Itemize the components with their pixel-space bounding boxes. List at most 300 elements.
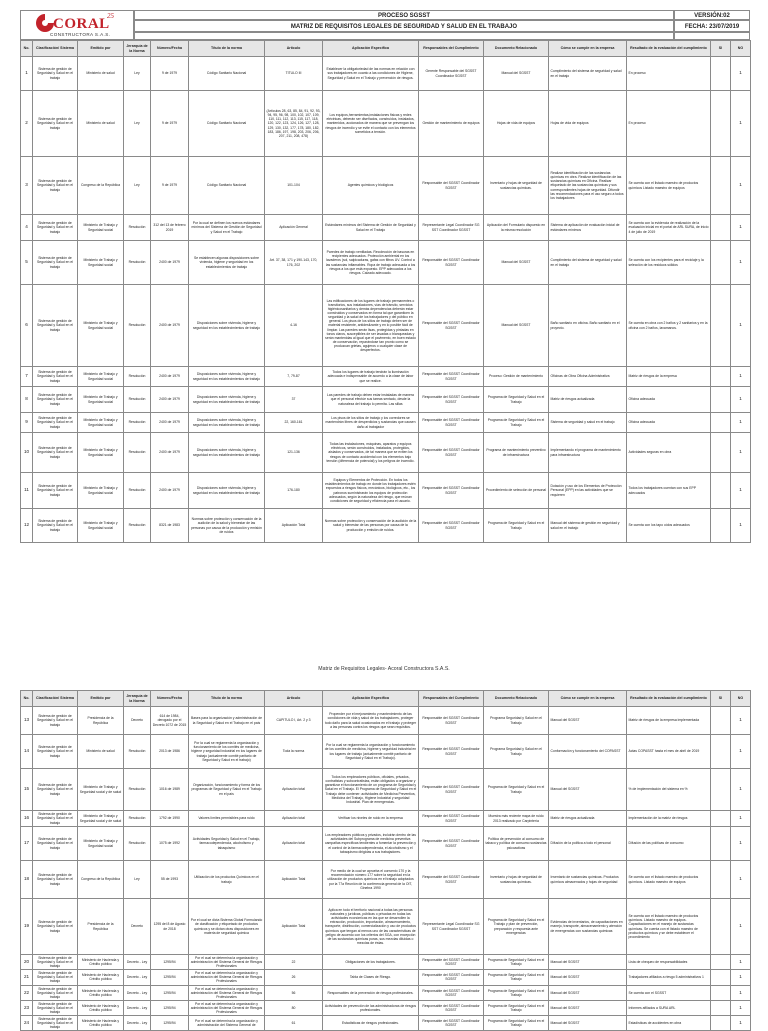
responsible-cell: Responsable del SGSST Coordinador SGSST <box>419 509 484 543</box>
table-row <box>21 1000 751 1015</box>
row-number: 7 <box>21 367 33 387</box>
col-issued-by: Emitido por <box>78 691 124 707</box>
hierarchy-cell: Resolución <box>124 509 151 543</box>
hierarchy-cell: Ley <box>124 157 151 215</box>
article-cell: (Artículos 28, 63, 85, 84, 91, 92, 93, 94, 95, 96, 98, 100, 102, 107, 109, 110, 111, 112, 113, 115, 117, 118, 120, 122, 123, 124, 126, 127, 128, 129, 130, 132, 177, 178, 180, 182, 183, 186, 197, 198, 203, 206, 206, 207, 211, 208, 478) <box>265 91 323 157</box>
header-spacer <box>134 32 674 40</box>
table-row <box>21 433 751 473</box>
how-cell: Baño sanitario en oficina. Baño sanitario en el proyecto. <box>549 285 627 367</box>
col-how: Cómo se cumple en la empresa <box>549 41 627 57</box>
result-cell: Actas COPASST hasta el mes de abril de 2019 <box>627 735 711 769</box>
document-cell: Programa de Seguridad y Salud en el Trabajo <box>484 769 549 811</box>
logo-subtitle: CONSTRUCTORA S.A.S. <box>50 32 111 37</box>
col-how: Cómo se cumple en la empresa <box>549 691 627 707</box>
si-cell <box>711 955 731 970</box>
col-article: Artículo <box>265 691 323 707</box>
table-row <box>21 285 751 367</box>
si-cell <box>711 413 731 433</box>
application-cell: Las edificaciones de los lugares de trabajo permanentes o transitorios, sus instalaciones, vías de tránsito, servicios higiénicosanitarios y demás dependencias deberán estar construidos y conservados en forma tal que garanticen la seguridad y la salud de los trabajadores y del público en general. Los pisos de los sitios de trabajo deben ser de material resistente, antideslizante y en lo posible fácil de limpiar. Las paredes serán lisas, protegidas y pintadas en tonos claros, susceptibles de ser lavadas o blanqueadas y serán mantenidas al igual que el pavimento, en buen estado de conservación, reparándose tan pronto como se produzcan grietas, agujeros o cualquier clase de desperfectos. <box>323 285 419 367</box>
col-no: No. <box>21 41 33 57</box>
how-cell: Hojas de vida de equipos <box>549 91 627 157</box>
document-cell: Aplicación del Formulario dispuesto en la misma resolución <box>484 215 549 241</box>
si-cell <box>711 285 731 367</box>
application-cell: Aplica en todo el territorio nacional a todas las personas naturales y jurídicas, públicas o privadas en todas las actividades económicas en las que se desarrollen la extracción, producción, importación, almacenamiento, transporte, distribución, comercialización y uso de productos químicos que tengan al menos uno de las características de peligro de acuerdo con los criterios del SGA, con excepción de las sustancias químicas puras, sus mezclas diluidas o mezclas de éstas. <box>323 899 419 955</box>
result-cell: Estadísticas de accidentes en obra <box>627 1016 711 1031</box>
how-cell: Manual del SGSST <box>549 970 627 985</box>
classification-cell: Sistema de gestión de Seguridad y Salud en el trabajo <box>33 285 78 367</box>
issuer-cell: Ministerio de Trabajo y Seguridad social <box>78 387 124 413</box>
result-cell: Se cuenta con el listado maestro de productos químicos. Listado maestro de equipos <box>627 861 711 899</box>
si-cell <box>711 827 731 861</box>
date-label: FECHA: 23/07/2019 <box>674 20 750 32</box>
col-si: SI <box>711 41 731 57</box>
col-responsible: Responsables del Cumplimiento <box>419 41 484 57</box>
result-cell: Todos los trabajadores cuentan con sus EPP adecuados <box>627 473 711 509</box>
document-cell: Programa de Seguridad y Salud en el Trabajo y plan de prevención, preparación y respuesta ante emergencias <box>484 899 549 955</box>
hierarchy-cell: Decreto <box>124 707 151 735</box>
issuer-cell: Ministerio de Trabajo y Seguridad social <box>78 413 124 433</box>
responsible-cell: Responsable del SGSST Coordinador SGSST <box>419 985 484 1000</box>
no-cell: 1 <box>731 387 751 413</box>
application-cell: Actividades de prevención de las administradoras de riesgos profesionales. <box>323 1000 419 1015</box>
norm-title-cell: Normas sobre protección y conservación de la audición de la salud y bienestar de las personas por causa de la producción y emisión de ruidos <box>189 509 265 543</box>
how-cell: Oficinas de Obra Oficina Administrativa <box>549 367 627 387</box>
result-cell: En proceso <box>627 57 711 91</box>
col-no-compliance: NO <box>731 41 751 57</box>
col-no: No. <box>21 691 33 707</box>
document-cell: Procedimiento de selección de personal <box>484 473 549 509</box>
hierarchy-cell: Resolución <box>124 811 151 827</box>
document-cell: Proceso: Gestión de mantenimiento <box>484 367 549 387</box>
no-cell: 1 <box>731 473 751 509</box>
issuer-cell: Presidencia de la República <box>78 899 124 955</box>
application-cell: Agentes químicos y biológicos <box>323 157 419 215</box>
result-cell: Se cuenta con los tapo oídos adecuados <box>627 509 711 543</box>
number-date-cell: 9 de 1979 <box>151 157 189 215</box>
row-number: 13 <box>21 707 33 735</box>
col-issued-by: Emitido por <box>78 41 124 57</box>
col-number-date: Número/Fecha <box>151 691 189 707</box>
norm-title-cell: Por la cual se definen los nuevos estándares mínimos del Sistema de Gestión de Seguridad y Salud en el Trabajo <box>189 215 265 241</box>
si-cell <box>711 899 731 955</box>
number-date-cell: 1295/94 <box>151 1000 189 1015</box>
article-cell: Aplicación total <box>265 769 323 811</box>
table-row <box>21 811 751 827</box>
row-number: 6 <box>21 285 33 367</box>
norm-title-cell: Disposiciones sobre vivienda, higiene y seguridad en los establecimientos de trabajo <box>189 413 265 433</box>
no-cell: 1 <box>731 509 751 543</box>
responsible-cell: Representante Legal Coordinador SG SST Coordinador SGSST <box>419 215 484 241</box>
table-row <box>21 241 751 285</box>
classification-cell: Sistema de gestión de Seguridad y Salud en el trabajo <box>33 707 78 735</box>
issuer-cell: Ministerio de Trabajo y Seguridad social <box>78 285 124 367</box>
si-cell <box>711 241 731 285</box>
how-cell: Evidencias de inventarios, de capacitaciones en manejo, transporte, almacenamiento y atención de emergencias con sustancias químicas <box>549 899 627 955</box>
norm-title-cell: Por el cual se determina la organización y administración del Sistema General de Riesgos Profesionales <box>189 1000 265 1015</box>
no-cell: 1 <box>731 433 751 473</box>
number-date-cell: 2400 de 1979 <box>151 413 189 433</box>
logo-anniversary-badge: 25 <box>107 12 114 20</box>
result-cell: Lista de chequeo de responsabilidades <box>627 955 711 970</box>
article-cell: Aplicación Total <box>265 509 323 543</box>
article-cell: 121-136 <box>265 433 323 473</box>
issuer-cell: Ministerio de Trabajo y Seguridad social <box>78 827 124 861</box>
norm-title-cell: Por el cual se determina la organización y administración del Sistema General de Riesgos Profesionales <box>189 970 265 985</box>
table-row <box>21 899 751 955</box>
row-number: 10 <box>21 433 33 473</box>
table-row <box>21 707 751 735</box>
si-cell <box>711 970 731 985</box>
result-cell: Matriz de riesgos de la empresa implementada <box>627 707 711 735</box>
document-cell: Programa de Seguridad y Salud en el Trabajo <box>484 1000 549 1015</box>
article-cell: Toda la norma <box>265 735 323 769</box>
no-cell: 1 <box>731 827 751 861</box>
number-date-cell: 2400 de 1979 <box>151 241 189 285</box>
article-cell: 4-16 <box>265 285 323 367</box>
document-cell: Muestra más reciente mapa de ruido 2013 realizado por Carpintería <box>484 811 549 827</box>
row-number: 5 <box>21 241 33 285</box>
col-application: Aplicación Específica <box>323 691 419 707</box>
norm-title-cell: Por el cual se determina la organización y administración del Sistema General de <box>189 1016 265 1031</box>
no-cell: 1 <box>731 241 751 285</box>
classification-cell: Sistema de gestión de Seguridad y Salud en el trabajo <box>33 899 78 955</box>
document-cell: Manual del SGSST <box>484 241 549 285</box>
result-cell: Actividades seguras en obra <box>627 433 711 473</box>
table-row <box>21 157 751 215</box>
article-cell: Aplicación General <box>265 215 323 241</box>
row-number: 20 <box>21 955 33 970</box>
si-cell <box>711 769 731 811</box>
table-row <box>21 413 751 433</box>
hierarchy-cell: Resolución <box>124 285 151 367</box>
classification-cell: Sistema de gestión de Seguridad y Salud en el trabajo <box>33 367 78 387</box>
how-cell: Dotación y uso de los Elementos de Protección Personal (EPP) en las actividades que se requieren <box>549 473 627 509</box>
result-cell: En proceso <box>627 91 711 157</box>
application-cell: Equipos y Elementos de Protección. En todos los establecimientos de trabajo en donde los trabajadores estén expuestos a riesgos físicos, mecánicos, biológicos, etc., los patronos suministrarán los equipos de protección adecuados, según la naturaleza del riesgo, que reúnan condiciones de seguridad y eficiencia para el usuario. <box>323 473 419 509</box>
table-row <box>21 827 751 861</box>
number-date-cell: 2013 de 1986 <box>151 735 189 769</box>
number-date-cell: 1792 de 1990 <box>151 811 189 827</box>
hierarchy-cell: Resolución <box>124 215 151 241</box>
how-cell: Difusión de la política a todo el personal <box>549 827 627 861</box>
no-cell: 1 <box>731 367 751 387</box>
application-cell: Los empleadores públicos y privados, incluirán dentro de las actividades del Subprograma de medicina preventiva campañas específicas tendientes a fomentar la prevención y el control de la farmacodependencia, el alcoholismo y el tabaquismo dirigidas a sus trabajadores. <box>323 827 419 861</box>
norm-title-cell: Por la cual se reglamenta la organización y funcionamiento de los comités de medicina, higiene y seguridad industrial en los lugares de trabajo (actualmente comité paritario de Seguridad y Salud en el trabajo) <box>189 735 265 769</box>
application-cell: Todos los lugares de trabajo tendrán la iluminación adecuada e indispensable de acuerdo a la clase de labor que se realice. <box>323 367 419 387</box>
issuer-cell: Ministerio de salud <box>78 735 124 769</box>
hierarchy-cell: Resolución <box>124 413 151 433</box>
col-title: Título de la norma <box>189 41 265 57</box>
article-cell: Aplicación Total <box>265 861 323 899</box>
responsible-cell: Responsable del SGSST Coordinador SGSST <box>419 413 484 433</box>
coral-logo-icon <box>35 14 55 32</box>
row-number: 24 <box>21 1016 33 1031</box>
hierarchy-cell: Ley <box>124 91 151 157</box>
document-cell: Programa de mantenimiento preventivo de infraestructura <box>484 433 549 473</box>
number-date-cell: 1295 del 8 de Agosto de 2018 <box>151 899 189 955</box>
table-row <box>21 367 751 387</box>
table-row <box>21 387 751 413</box>
result-cell: Se cuenta con el listado maestro de productos químicos. Listado maestro de equipos. Capacitaciones en el manejo de sustancias químicas. Se cuenta con el listado maestro de productos químicos y se debe establecer el procedimiento <box>627 899 711 955</box>
article-cell: 101-104 <box>265 157 323 215</box>
application-cell: Establecer la obligatoriedad de las normas en relación con sus trabajadores en cuanto a las condiciones de Higiene, Seguridad y Salud en el Trabajo y prevención de riesgos. <box>323 57 419 91</box>
document-cell: Programa Seguridad y Salud en el Trabajo <box>484 735 549 769</box>
article-cell: 22 <box>265 955 323 970</box>
si-cell <box>711 1000 731 1015</box>
number-date-cell: 2400 de 1979 <box>151 473 189 509</box>
hierarchy-cell: Ley <box>124 57 151 91</box>
row-number: 1 <box>21 57 33 91</box>
si-cell <box>711 387 731 413</box>
application-cell: Estándares mínimos del Sistema de Gestión de Seguridad y Salud en el Trabajo <box>323 215 419 241</box>
hierarchy-cell: Resolución <box>124 827 151 861</box>
number-date-cell: 55 de 1993 <box>151 861 189 899</box>
responsible-cell: Responsable del SGSST Coordinador SGSST <box>419 970 484 985</box>
issuer-cell: Ministerio de Trabajo y Seguridad social <box>78 433 124 473</box>
article-cell: 176-180 <box>265 473 323 509</box>
row-number: 17 <box>21 827 33 861</box>
col-si: SI <box>711 691 731 707</box>
si-cell <box>711 215 731 241</box>
header-spacer-right <box>674 32 750 40</box>
article-cell: Aplicación Total <box>265 899 323 955</box>
no-cell: 1 <box>731 899 751 955</box>
classification-cell: Sistema de gestión de Seguridad y Salud en el trabajo <box>33 433 78 473</box>
responsible-cell: Responsable del SGSST Coordinador SGSST <box>419 1016 484 1031</box>
number-date-cell: 1295/94 <box>151 1016 189 1031</box>
document-cell: Programa de Seguridad y Salud en el Trabajo <box>484 1016 549 1031</box>
classification-cell: Sistema de gestión de Seguridad y Salud en el trabajo <box>33 57 78 91</box>
result-cell: Se cuenta con el listado maestro de productos químicos Listado maestro de equipos <box>627 157 711 215</box>
issuer-cell: Ministerio de Trabajo y Seguridad social y de salud <box>78 811 124 827</box>
issuer-cell: Ministerio de Trabajo y Seguridad social <box>78 473 124 509</box>
application-cell: Las paredes de trabajo deben estar instaladas de manera que el personal efectúe sus tareas sentado, desde la naturaleza del trabajo lo permita. Las sillas <box>323 387 419 413</box>
norm-title-cell: Disposiciones sobre vivienda, higiene y seguridad en los establecimientos de trabajo <box>189 473 265 509</box>
responsible-cell: Responsable del SGSST Coordinador SGSST <box>419 473 484 509</box>
document-cell: Programa de Seguridad y Salud en el Trabajo <box>484 970 549 985</box>
no-cell: 1 <box>731 707 751 735</box>
number-date-cell: 1295/94 <box>151 985 189 1000</box>
si-cell <box>711 985 731 1000</box>
col-hierarchy: Jerarquía de la Norma <box>124 691 151 707</box>
issuer-cell: Ministerio de salud <box>78 57 124 91</box>
issuer-cell: Ministerio de Hacienda y Crédito público <box>78 1000 124 1015</box>
responsible-cell: Responsable del SGSST Coordinador SGSST <box>419 827 484 861</box>
row-number: 9 <box>21 413 33 433</box>
row-number: 12 <box>21 509 33 543</box>
requirements-table <box>20 690 751 1031</box>
norm-title-cell: Disposiciones sobre vivienda, higiene y seguridad en los establecimientos de trabajo <box>189 367 265 387</box>
how-cell: Manual del SGSST <box>549 955 627 970</box>
norm-title-cell: Por el cual se determina la organización y administración del Sistema General de Riesgos Profesionales <box>189 985 265 1000</box>
hierarchy-cell: Resolución <box>124 241 151 285</box>
table-row <box>21 861 751 899</box>
row-number: 18 <box>21 861 33 899</box>
col-application: Aplicación Específica <box>323 41 419 57</box>
result-cell: Se cuenta en obra con 2 baños y 2 sanitarios y en la oficina con 2 baños, lavamanos. <box>627 285 711 367</box>
table-row <box>21 955 751 970</box>
responsible-cell: Responsable del SGSST Coordinador SGSST <box>419 707 484 735</box>
si-cell <box>711 811 731 827</box>
classification-cell: Sistema de gestión de Seguridad y Salud en el trabajo <box>33 811 78 827</box>
article-cell: 22, 160-161 <box>265 413 323 433</box>
document-cell: Programa de Seguridad y Salud en el Trabajo <box>484 413 549 433</box>
classification-cell: Sistema de gestión de Seguridad y Salud en el trabajo <box>33 473 78 509</box>
number-date-cell: 2400 de 1979 <box>151 387 189 413</box>
table-row <box>21 1016 751 1031</box>
how-cell: Manual del SGSST <box>549 1016 627 1031</box>
issuer-cell: Ministerio de Hacienda y Crédito público <box>78 985 124 1000</box>
row-number: 4 <box>21 215 33 241</box>
number-date-cell: 9 de 1979 <box>151 91 189 157</box>
table-row <box>21 215 751 241</box>
number-date-cell: 614 de 1984, derogado por el Decreto 1072 de 2015 <box>151 707 189 735</box>
norm-title-cell: Código Sanitario Nacional <box>189 57 265 91</box>
issuer-cell: Ministerio de Hacienda y Crédito público <box>78 955 124 970</box>
application-cell: Paredes de trabajo ventiladas. Recolección de basuras en recipientes adecuados. Protección ambiental en los lavaderos (sol, salpicaduras, gafas con filtros UV. Control a las sustancias inflamables. Ropa de trabajo adecuada a los riesgos a los que está expuesto. EPP adecuados a los riesgos. Calzado adecuado. <box>323 241 419 285</box>
col-result: Resultado de la evaluación del cumplimiento <box>627 691 711 707</box>
application-cell: Los equipos,herramientas,instalaciones fisicas y redes eléctricas, deberán ser diseñados, construidos, instalados, mantenidos, accionados de manera que se prevengan los riesgos de incendio y se evite el contacto con los elementos sometidos a tensión. <box>323 91 419 157</box>
classification-cell: Sistema de gestión de Seguridad y Salud en el trabajo <box>33 1000 78 1015</box>
si-cell <box>711 735 731 769</box>
no-cell: 1 <box>731 215 751 241</box>
row-number: 16 <box>21 811 33 827</box>
col-document: Documento Relacionado <box>484 41 549 57</box>
no-cell: 1 <box>731 1000 751 1015</box>
how-cell: Sistema de aplicación de evaluación inicial de estándares mínimos <box>549 215 627 241</box>
row-number: 11 <box>21 473 33 509</box>
row-number: 23 <box>21 1000 33 1015</box>
no-cell: 1 <box>731 811 751 827</box>
no-cell: 1 <box>731 970 751 985</box>
result-cell: Se cuenta con los recipientes para el reciclaje y la selección de los residuos sólidos <box>627 241 711 285</box>
document-cell: Inventario y hojas de seguridad de sustancias químicas. <box>484 861 549 899</box>
application-cell: Los pisos de los sitios de trabajo y los corredores se mantendrán libres de desperdicios y sustancias que causen daño al trabajador <box>323 413 419 433</box>
issuer-cell: Presidencia de la República <box>78 707 124 735</box>
no-cell: 1 <box>731 285 751 367</box>
classification-cell: Sistema de gestión de Seguridad y Salud en el trabajo <box>33 157 78 215</box>
how-cell: Manual del SGSST <box>549 985 627 1000</box>
col-classification: Clasificación/ Sistema <box>33 691 78 707</box>
si-cell <box>711 1016 731 1031</box>
application-cell: Todos los empleadores públicos, oficiales, privados, contratistas y subcontratistas, están obligados a organizar y garantizar el funcionamiento de un programa de Seguridad y Salud en el Trabajo. El Programa de Seguridad y Salud en el Trabajo debe contener: actividades de Medicina Preventiva, Medicina del Trabajo, Higiene Industrial y seguridad Industrial. Plan de emergencias. <box>323 769 419 811</box>
no-cell: 1 <box>731 157 751 215</box>
requirements-table-page-2 <box>20 690 750 1031</box>
result-cell: Informes afiliados a SURA ARL <box>627 1000 711 1015</box>
col-article: Artículo <box>265 41 323 57</box>
document-cell: Programa de Seguridad y Salud en el Trabajo <box>484 985 549 1000</box>
issuer-cell: Ministerio de Trabajo y Seguridad social <box>78 509 124 543</box>
article-cell: 61 <box>265 1016 323 1031</box>
number-date-cell: 1295/94 <box>151 955 189 970</box>
responsible-cell: Responsable del SGSST Coordinador SGSST <box>419 1000 484 1015</box>
document-cell: Manual del SGSST <box>484 57 549 91</box>
norm-title-cell: Código Sanitario Nacional <box>189 91 265 157</box>
result-cell: Matriz de riesgos de la empresa <box>627 367 711 387</box>
norm-title-cell: Se establecen algunas disposiciones sobre vivienda, higiene y seguridad en los establecimientos de trabajo <box>189 241 265 285</box>
responsible-cell: Gestión de mantenimiento de equipos <box>419 91 484 157</box>
hierarchy-cell: Ley <box>124 861 151 899</box>
column-header-row <box>21 41 751 57</box>
responsible-cell: Responsable del SGSST Coordinador SGSST <box>419 735 484 769</box>
col-classification: Clasificación/ Sistema <box>33 41 78 57</box>
norm-title-cell: Código Sanitario Nacional <box>189 157 265 215</box>
no-cell: 1 <box>731 57 751 91</box>
application-cell: Todas las instalaciones, máquinas, aparatos y equipos eléctricos, serán construidos, instalados, protegidos, aislados y conservados, de tal manera que se eviten los riesgos de contacto accidental con los elementos bajo tensión (diferencia de potencial) y los peligros de incendio. <box>323 433 419 473</box>
how-cell: Cumplimiento del sistema de seguridad y salud en el trabajo <box>549 241 627 285</box>
document-title: MATRIZ DE REQUISITOS LEGALES DE SEGURIDAD Y SALUD EN EL TRABAJO <box>134 20 674 32</box>
application-cell: Obligaciones de los trabajadores. <box>323 955 419 970</box>
si-cell <box>711 707 731 735</box>
responsible-cell: Responsable del SGSST Coordinador SGSST <box>419 387 484 413</box>
hierarchy-cell: Resolución <box>124 473 151 509</box>
how-cell: Realizar identificación de las sustancias químicas en obra. Realizar identificación de las sustancias químicas en Oficina. Realizar etiquetado de las sustancias químicas y sus correspondientes hojas de seguridad. Difundir las recomendaciones para el uso seguro a todos los trabajadores <box>549 157 627 215</box>
document-cell: Programa de Seguridad y Salud en el Trabajo <box>484 387 549 413</box>
article-cell: 26 <box>265 970 323 985</box>
classification-cell: Sistema de gestión de Seguridad y Salud en el trabajo <box>33 509 78 543</box>
result-cell: Difusión de las políticas de consumo <box>627 827 711 861</box>
norm-title-cell: Disposiciones sobre vivienda, higiene y seguridad en los establecimientos de trabajo <box>189 285 265 367</box>
responsible-cell: Responsable del SGSST Coordinador SGSST <box>419 157 484 215</box>
application-cell: Por medio de la cual se aprueba el convenio 170 y la recomendación número 177 sobre la seguridad en la utilización de productos químicos en el trabajo adoptados por la 77a Reunión de la conferencia general de la OIT, Ginebra 1990 <box>323 861 419 899</box>
responsible-cell: Responsable del SGSST Coordinador SGSST <box>419 955 484 970</box>
classification-cell: Sistema de gestión de Seguridad y Salud en el trabajo <box>33 735 78 769</box>
column-header-row <box>21 691 751 707</box>
no-cell: 1 <box>731 735 751 769</box>
si-cell <box>711 367 731 387</box>
number-date-cell: 2400 de 1979 <box>151 367 189 387</box>
row-number: 2 <box>21 91 33 157</box>
responsible-cell: Responsable del SGSST Coordinador SGSST <box>419 433 484 473</box>
classification-cell: Sistema de gestión de Seguridad y Salud en el trabajo <box>33 91 78 157</box>
responsible-cell: Responsable del SGSST Coordinador SGSST <box>419 285 484 367</box>
norm-title-cell: Actividades Seguridad y Salud en el Trabajo, farmacodependencia, alcoholismo y tabaquismo <box>189 827 265 861</box>
responsible-cell: Gerente Responsable del SGSST Coordinador SGSST <box>419 57 484 91</box>
result-cell: Se cuenta con la evidencia de realización de la evaluación inicial en el portal de ARL SURA, de inicio 4 de julio de 2019 <box>627 215 711 241</box>
responsible-cell: Responsable del SGSST Coordinador SGSST <box>419 811 484 827</box>
issuer-cell: Ministerio de Trabajo y Seguridad social <box>78 241 124 285</box>
responsible-cell: Responsable del SGSST Coordinador SGSST <box>419 861 484 899</box>
issuer-cell: Ministerio de Trabajo y Seguridad social y de salud <box>78 769 124 811</box>
result-cell: Trabajadores afiliados a riesgo 5 administrativos 1 <box>627 970 711 985</box>
col-responsible: Responsables del Cumplimiento <box>419 691 484 707</box>
issuer-cell: Congreso de la República <box>78 157 124 215</box>
table-row <box>21 970 751 985</box>
number-date-cell: 312 del 13 de febrero 2019 <box>151 215 189 241</box>
article-cell: 37 <box>265 387 323 413</box>
row-number: 3 <box>21 157 33 215</box>
application-cell: Por la cual se reglamenta la organización y funcionamiento de los comités de medicina, higiene y seguridad industrial en los lugares de trabajo (actualmente comité paritario de Seguridad y Salud en el Trabajo). <box>323 735 419 769</box>
issuer-cell: Ministerio de Hacienda y Crédito público <box>78 970 124 985</box>
number-date-cell: 1295/94 <box>151 970 189 985</box>
norm-title-cell: Bases para la organización y administración de la Seguridad y Salud en el Trabajo en el país <box>189 707 265 735</box>
classification-cell: Sistema de gestión de Seguridad y Salud en el trabajo <box>33 769 78 811</box>
table-row <box>21 735 751 769</box>
si-cell <box>711 433 731 473</box>
how-cell: Manual del SGSST <box>549 707 627 735</box>
classification-cell: Sistema de gestión de Seguridad y Salud en el trabajo <box>33 970 78 985</box>
row-number: 19 <box>21 899 33 955</box>
issuer-cell: Ministerio de Trabajo y Seguridad social <box>78 367 124 387</box>
number-date-cell: 9 de 1979 <box>151 57 189 91</box>
si-cell <box>711 91 731 157</box>
document-cell: Manual del SGSST <box>484 285 549 367</box>
col-no-compliance: NO <box>731 691 751 707</box>
article-cell: 80 <box>265 1000 323 1015</box>
row-number: 15 <box>21 769 33 811</box>
version-label: VERSIÓN:02 <box>674 10 750 20</box>
issuer-cell: Ministerio de Hacienda y Crédito público <box>78 1016 124 1031</box>
